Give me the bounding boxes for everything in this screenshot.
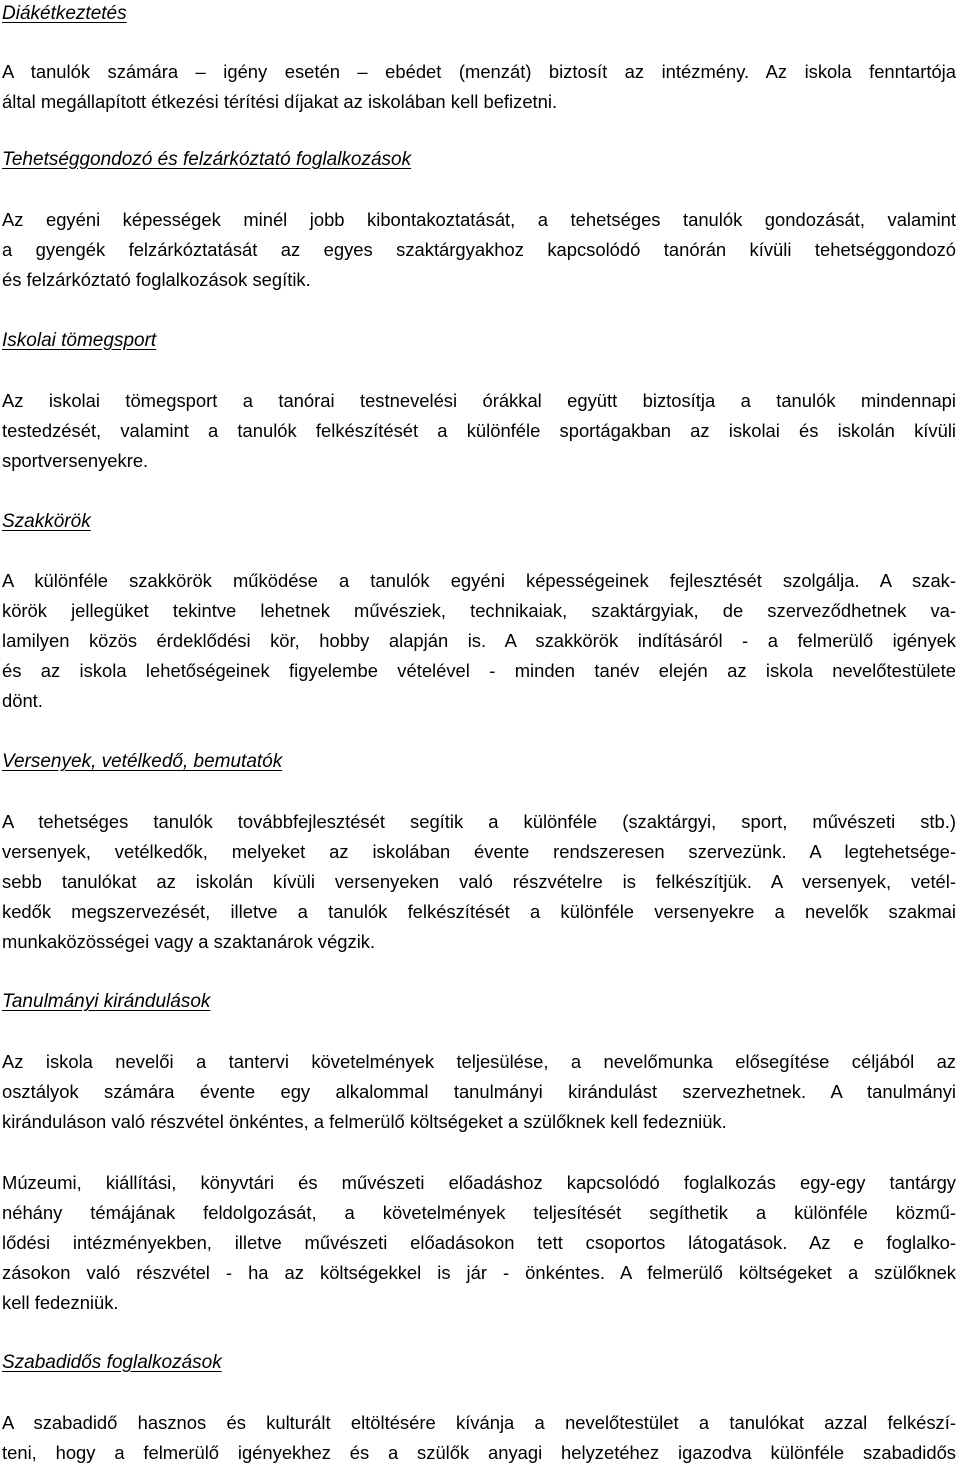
section-heading: Diákétkeztetés: [2, 3, 127, 24]
text-line: dönt.: [2, 690, 43, 711]
text-line: és az iskola lehetőségeinek figyelembe vételével - minden tanév elején az iskola nevelőtestülete: [2, 660, 956, 681]
text-line: testedzését, valamint a tanulók felkészítését a különféle sportágakban az iskolai és iskolán kívüli: [2, 420, 956, 441]
text-line: A szabadidő hasznos és kulturált eltöltésére kívánja a nevelőtestület a tanulókat azzal felkészí-: [2, 1412, 956, 1433]
text-line: néhány témájának feldolgozását, a követelmények teljesítését segíthetik a különféle közmű-: [2, 1202, 956, 1223]
text-line: kiránduláson való részvétel önkéntes, a felmerülő költségeket a szülőknek kell fedezniük.: [2, 1111, 727, 1132]
section-paragraph: [2, 386, 956, 476]
section-paragraph: [2, 1408, 956, 1468]
text-line: kell fedezniük.: [2, 1292, 119, 1313]
section-paragraph: [2, 205, 956, 295]
section-heading: Szakkörök: [2, 511, 91, 532]
text-line: sebb tanulókat az iskolán kívüli versenyeken való részvételre is felkészítjük. A versenyek, vetél-: [2, 871, 956, 892]
text-line: zásokon való részvétel - ha az költségekkel is jár - önkéntes. A felmerülő költségeket a szülőknek: [2, 1262, 956, 1283]
section-heading: Iskolai tömegsport: [2, 330, 157, 351]
text-line: kedők megszervezését, illetve a tanulók felkészítését a különféle versenyekre a nevelők szakmai: [2, 901, 956, 922]
section-paragraph: [2, 1168, 956, 1318]
section-paragraph: [2, 807, 956, 957]
text-line: sportversenyekre.: [2, 450, 149, 471]
text-line: A tehetséges tanulók továbbfejlesztését segítik a különféle (szaktárgyi, sport, művészeti stb.): [2, 811, 956, 832]
text-line: teni, hogy a felmerülő igényekhez és a szülők anyagi helyzetéhez igazodva különféle szabadidős: [2, 1442, 956, 1463]
section-heading: Tehetséggondozó és felzárkóztató foglalkozások: [2, 149, 412, 170]
text-line: a gyengék felzárkóztatását az egyes szaktárgyakhoz kapcsolódó tanórán kívüli tehetséggondozó: [2, 239, 956, 260]
text-line: Az egyéni képességek minél jobb kibontakoztatását, a tehetséges tanulók gondozását, valamint: [2, 209, 956, 230]
text-line: lődési intézményekben, illetve művészeti előadásokon tett csoportos látogatások. Az e foglalko-: [2, 1232, 956, 1253]
text-line: Múzeumi, kiállítási, könyvtári és művészeti előadáshoz kapcsolódó foglalkozás egy-egy tantárgy: [2, 1172, 956, 1193]
section-paragraph: [2, 57, 956, 117]
text-line: versenyek, vetélkedők, melyeket az iskolában évente rendszeresen szervezünk. A legtehetsége-: [2, 841, 956, 862]
text-line: által megállapított étkezési térítési díjakat az iskolában kell befizetni.: [2, 91, 558, 112]
section-heading: Szabadidős foglalkozások: [2, 1352, 222, 1373]
text-line: A különféle szakkörök működése a tanulók egyéni képességeinek fejlesztését szolgálja. A szak-: [2, 570, 956, 591]
text-line: A tanulók számára – igény esetén – ebédet (menzát) biztosít az intézmény. Az iskola fenntartója: [2, 61, 956, 82]
section-paragraph: [2, 1047, 956, 1137]
section-heading: Tanulmányi kirándulások: [2, 991, 211, 1012]
text-line: és felzárkóztató foglalkozások segítik.: [2, 269, 311, 290]
section-heading: Versenyek, vetélkedő, bemutatók: [2, 751, 283, 772]
text-line: osztályok számára évente egy alkalommal tanulmányi kirándulást szervezhetnek. A tanulmányi: [2, 1081, 956, 1102]
text-line: körök jellegüket tekintve lehetnek művésziek, technikaiak, szaktárgyiak, de szerveződhetnek va-: [2, 600, 956, 621]
section-paragraph: [2, 566, 956, 716]
text-line: munkaközösségei vagy a szaktanárok végzik.: [2, 931, 376, 952]
text-line: Az iskolai tömegsport a tanórai testnevelési órákkal együtt biztosítja a tanulók mindennapi: [2, 390, 956, 411]
text-line: lamilyen közös érdeklődési kör, hobby alapján is. A szakkörök indításáról - a felmerülő igények: [2, 630, 956, 651]
text-line: Az iskola nevelői a tantervi követelmények teljesülése, a nevelőmunka elősegítése céljából az: [2, 1051, 956, 1072]
